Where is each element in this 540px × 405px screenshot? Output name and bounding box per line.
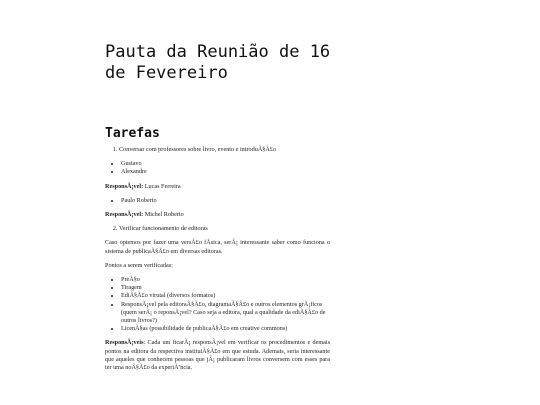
list-item: • Alexandre: [121, 168, 330, 176]
list-item: • LicenÃ§as (possibilidade de publicaÃ§Ã£o em creative commons): [121, 325, 330, 333]
task-item-1: 1. Conversar com professores sobre livro, evento e introduÃ§Ã£o: [119, 146, 330, 154]
task-list-1: [105, 146, 330, 154]
list-item: • Tiragem: [121, 284, 330, 292]
task-item-2: 2. Verificar funcionamento de editoras: [119, 225, 330, 233]
paragraph: Pontos a serem verificadas:: [105, 261, 173, 269]
responsible-label: ResponsÃ¡vel:: [105, 211, 144, 219]
responsible-name: Michel Roberto: [143, 211, 184, 219]
responsible-line-1: [105, 183, 330, 191]
page-title: Pauta da Reunião de 16 de Fevereiro: [105, 42, 331, 83]
section-title: Tarefas: [105, 126, 160, 141]
final-text: : Cada um ficarÃ¡ responsÃ¡vel em verificar os procedimentos e demais pontos na editora da respectiva instituiÃ§Ã£o em que estuda. Ademais, seria interessante que aqueles que conhecem pessoas que jÃ¡ publicaram livros conversem com esses para ter uma noÃ§Ã£o da experiÃªncia.: [105, 339, 330, 372]
list-item: • EdiÃ§Ã£o virutal (diversos formatos): [121, 292, 330, 300]
paragraph: Caso optemos por fazer uma versÃ£o fÃsica, serÃ¡ interessante saber como funciona o sistema de publicaÃ§Ã£o em diversas editoras.: [105, 239, 330, 255]
participants-list-2: [105, 197, 330, 205]
participants-list-1: [105, 160, 330, 176]
list-item: • Paulo Roberto: [121, 197, 330, 205]
task-list-2: [105, 225, 330, 233]
responsible-label: ResponsÃ¡vel:: [105, 182, 144, 190]
responsible-label: ResponsÃ¡veis: [105, 339, 144, 347]
responsible-line-2: [105, 211, 330, 219]
responsible-name: Lucas Ferreira: [143, 182, 181, 190]
list-item: • ResponsÃ¡vel pela editoraÃ§Ã£o, diagramaÃ§Ã£o e outros elementos grÃ¡ficos (quem serÃ¡ o reponsÃ¡vel? Caso seja a editora, qual a qualidade da ediÃ§Ã£o de outros livros?): [121, 301, 330, 326]
document-body: [105, 146, 330, 378]
points-list: [105, 276, 330, 333]
final-paragraph: [105, 339, 330, 372]
list-item: • Gustavo: [121, 160, 330, 168]
list-item: • PreÃ§o: [121, 276, 330, 284]
